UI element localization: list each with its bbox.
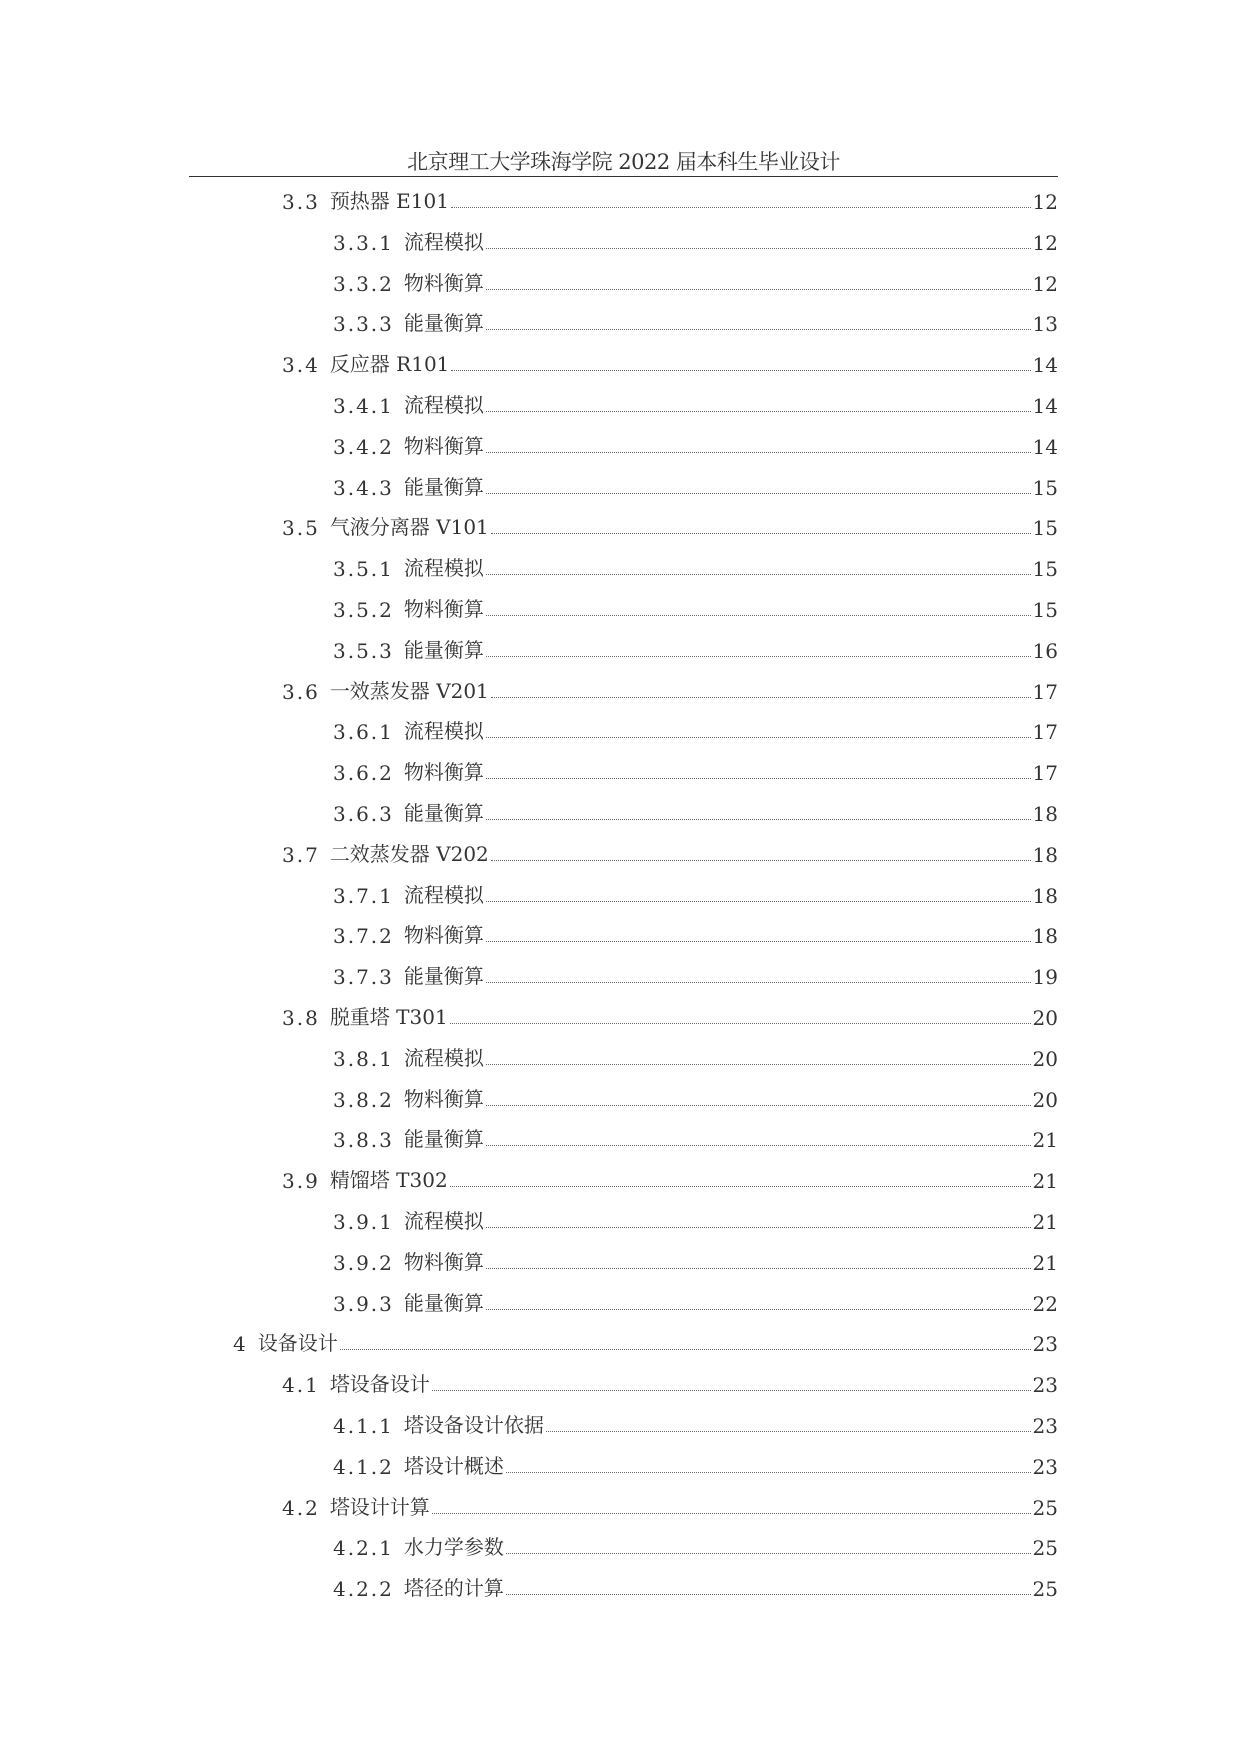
toc-entry-number: 3.9 xyxy=(282,1169,320,1194)
toc-entry-page: 18 xyxy=(1032,802,1058,826)
toc-leader-dots xyxy=(486,329,1031,330)
toc-entry[interactable] xyxy=(333,1530,1058,1560)
toc-entry[interactable] xyxy=(282,1367,1058,1397)
toc-entry-title: 设备设计 xyxy=(257,1331,338,1356)
toc-entry[interactable] xyxy=(333,796,1058,826)
toc-entry-title: 脱重塔 T301 xyxy=(329,1005,448,1029)
toc-entry-number: 3.5 xyxy=(282,516,320,541)
toc-entry-title: 流程模拟 xyxy=(403,393,484,417)
toc-entry-page: 12 xyxy=(1032,271,1058,296)
toc-leader-dots xyxy=(491,697,1031,698)
toc-entry-number: 3.4.3 xyxy=(333,475,394,500)
toc-leader-dots xyxy=(432,1390,1031,1391)
toc-entry-page: 15 xyxy=(1032,475,1058,500)
toc-entry-number: 4.1.2 xyxy=(333,1454,394,1479)
toc-leader-dots xyxy=(450,1186,1031,1187)
toc-leader-dots xyxy=(486,452,1031,453)
toc-entry-title: 二效蒸发器 V202 xyxy=(329,841,489,866)
toc-leader-dots xyxy=(486,1268,1031,1269)
toc-entry-number: 4.2.2 xyxy=(333,1577,394,1602)
toc-entry[interactable] xyxy=(333,633,1058,663)
toc-leader-dots xyxy=(486,1105,1031,1106)
toc-entry-title: 塔设计概述 xyxy=(403,1453,504,1478)
toc-entry-page: 20 xyxy=(1032,1046,1058,1071)
toc-entry[interactable] xyxy=(333,1245,1058,1275)
toc-entry[interactable] xyxy=(333,592,1058,622)
toc-entry-number: 4.1 xyxy=(282,1373,320,1398)
toc-entry-title: 流程模拟 xyxy=(403,882,484,907)
toc-entry-title: 水力学参数 xyxy=(403,1535,504,1560)
toc-entry-page: 14 xyxy=(1032,394,1058,418)
toc-entry[interactable] xyxy=(282,1000,1058,1030)
toc-entry-page: 17 xyxy=(1032,679,1058,704)
toc-entry-title: 能量衡算 xyxy=(403,801,484,825)
toc-entry-page: 18 xyxy=(1032,842,1058,867)
toc-entry-page: 21 xyxy=(1032,1169,1058,1194)
toc-entry-number: 3.5.1 xyxy=(333,557,394,582)
toc-entry-title: 一效蒸发器 V201 xyxy=(329,678,489,703)
toc-entry-number: 3.9.3 xyxy=(333,1291,394,1316)
toc-leader-dots xyxy=(450,1023,1031,1024)
toc-entry-page: 21 xyxy=(1032,1210,1058,1234)
toc-entry-page: 14 xyxy=(1032,434,1058,459)
toc-entry-title: 物料衡算 xyxy=(403,1086,484,1111)
toc-entry-page: 20 xyxy=(1032,1087,1058,1112)
page-header: 北京理工大学珠海学院 2022 届本科生毕业设计 xyxy=(407,150,840,174)
toc-entry-title: 物料衡算 xyxy=(403,597,484,621)
toc-entry-title: 塔设计计算 xyxy=(329,1494,430,1519)
toc-leader-dots xyxy=(486,1227,1031,1228)
toc-entry[interactable] xyxy=(282,1490,1058,1520)
toc-entry[interactable] xyxy=(333,1204,1058,1234)
toc-entry-number: 3.6.2 xyxy=(333,761,394,786)
toc-entry-title: 气液分离器 V101 xyxy=(329,515,489,540)
toc-entry-title: 能量衡算 xyxy=(403,1127,484,1152)
toc-entry-page: 25 xyxy=(1032,1495,1058,1520)
toc-leader-dots xyxy=(486,941,1031,942)
toc-entry-title: 能量衡算 xyxy=(403,1290,484,1315)
toc-entry-number: 3.4.2 xyxy=(333,434,394,459)
toc-entry[interactable] xyxy=(333,266,1058,296)
toc-entry[interactable] xyxy=(333,1082,1058,1112)
toc-entry-page: 23 xyxy=(1032,1332,1058,1357)
toc-entry[interactable] xyxy=(333,470,1058,500)
toc-entry[interactable] xyxy=(333,306,1058,336)
toc-entry-number: 3.8.2 xyxy=(333,1087,394,1112)
toc-entry[interactable] xyxy=(282,674,1058,704)
toc-entry-number: 3.4 xyxy=(282,353,320,378)
toc-leader-dots xyxy=(491,860,1031,861)
toc-entry[interactable] xyxy=(333,918,1058,948)
toc-entry-page: 25 xyxy=(1032,1536,1058,1561)
toc-entry-title: 物料衡算 xyxy=(403,1249,484,1274)
toc-entry[interactable] xyxy=(333,225,1058,255)
toc-entry[interactable] xyxy=(333,1408,1058,1438)
header-rule xyxy=(189,176,1058,177)
toc-leader-dots xyxy=(506,1594,1031,1595)
toc-entry-title: 流程模拟 xyxy=(403,229,484,254)
toc-entry-number: 3.3.2 xyxy=(333,271,394,296)
toc-leader-dots xyxy=(486,982,1031,983)
toc-entry[interactable] xyxy=(333,1122,1058,1152)
toc-entry-page: 15 xyxy=(1032,516,1058,541)
toc-leader-dots xyxy=(486,737,1031,738)
toc-entry-number: 4.1.1 xyxy=(333,1414,394,1438)
toc-entry-title: 精馏塔 T302 xyxy=(329,1168,448,1193)
toc-leader-dots xyxy=(486,289,1031,290)
toc-entry[interactable] xyxy=(333,1041,1058,1071)
toc-entry-number: 4.2 xyxy=(282,1495,320,1520)
toc-entry-number: 3.8 xyxy=(282,1006,320,1030)
toc-entry-page: 21 xyxy=(1032,1128,1058,1153)
toc-leader-dots xyxy=(486,248,1031,249)
toc-entry[interactable] xyxy=(282,510,1058,540)
toc-entry-page: 21 xyxy=(1032,1250,1058,1275)
toc-leader-dots xyxy=(486,493,1031,494)
toc-entry-page: 13 xyxy=(1032,312,1058,337)
toc-leader-dots xyxy=(340,1349,1031,1350)
toc-entry[interactable] xyxy=(282,837,1058,867)
toc-leader-dots xyxy=(486,778,1031,779)
toc-entry-number: 3.6.1 xyxy=(333,720,394,745)
toc-entry-page: 23 xyxy=(1032,1454,1058,1479)
toc-entry-number: 3.3.1 xyxy=(333,230,394,255)
toc-entry-page: 16 xyxy=(1032,638,1058,663)
toc-entry[interactable] xyxy=(333,959,1058,989)
toc-leader-dots xyxy=(486,1145,1031,1146)
toc-leader-dots xyxy=(486,1064,1031,1065)
toc-entry[interactable] xyxy=(333,429,1058,459)
toc-entry-title: 能量衡算 xyxy=(403,637,484,662)
toc-entry-title: 物料衡算 xyxy=(403,760,484,785)
toc-entry[interactable] xyxy=(333,1286,1058,1316)
toc-entry-number: 3.3.3 xyxy=(333,312,394,337)
toc-entry[interactable] xyxy=(282,347,1058,377)
toc-entry-page: 15 xyxy=(1032,557,1058,582)
toc-entry[interactable] xyxy=(233,1326,1058,1356)
toc-entry-number: 3.6.3 xyxy=(333,802,394,826)
toc-leader-dots xyxy=(506,1553,1031,1554)
toc-entry-title: 物料衡算 xyxy=(403,270,484,295)
toc-entry-page: 25 xyxy=(1032,1577,1058,1602)
toc-entry-page: 12 xyxy=(1032,190,1058,214)
toc-entry-page: 17 xyxy=(1032,761,1058,786)
toc-entry[interactable] xyxy=(333,551,1058,581)
toc-entry-title: 流程模拟 xyxy=(403,1209,484,1233)
toc-entry-page: 23 xyxy=(1032,1373,1058,1398)
toc-entry-number: 3.7.2 xyxy=(333,924,394,949)
toc-leader-dots xyxy=(451,370,1030,371)
toc-leader-dots xyxy=(486,574,1031,575)
toc-entry-title: 能量衡算 xyxy=(403,311,484,336)
toc-leader-dots xyxy=(491,533,1031,534)
toc-entry-title: 流程模拟 xyxy=(403,719,484,744)
toc-leader-dots xyxy=(451,207,1031,208)
toc-leader-dots xyxy=(486,411,1031,412)
toc-entry-page: 14 xyxy=(1032,353,1058,378)
toc-entry-page: 12 xyxy=(1032,230,1058,255)
toc-entry-number: 3.9.2 xyxy=(333,1250,394,1275)
toc-entry-title: 能量衡算 xyxy=(403,474,484,499)
toc-entry-page: 22 xyxy=(1032,1291,1058,1316)
toc-entry-title: 塔设备设计 xyxy=(329,1372,430,1397)
toc-entry-number: 3.4.1 xyxy=(333,394,394,418)
toc-leader-dots xyxy=(486,819,1031,820)
toc-entry[interactable] xyxy=(333,1449,1058,1479)
toc-entry-page: 19 xyxy=(1032,965,1058,990)
toc-entry-number: 3.5.2 xyxy=(333,598,394,622)
toc-entry[interactable] xyxy=(282,1163,1058,1193)
toc-entry-number: 3.6 xyxy=(282,679,320,704)
toc-entry[interactable] xyxy=(333,878,1058,908)
toc-entry-number: 3.5.3 xyxy=(333,638,394,663)
toc-entry-title: 物料衡算 xyxy=(403,433,484,458)
toc-entry-page: 15 xyxy=(1032,598,1058,622)
toc-entry-number: 3.7 xyxy=(282,842,320,867)
toc-entry-number: 4 xyxy=(233,1332,248,1357)
toc-entry-page: 18 xyxy=(1032,883,1058,908)
toc-entry-number: 3.8.1 xyxy=(333,1046,394,1071)
toc-leader-dots xyxy=(506,1472,1031,1473)
toc-entry-page: 23 xyxy=(1032,1414,1058,1438)
toc-entry-title: 塔设备设计依据 xyxy=(403,1413,544,1437)
toc-entry-title: 能量衡算 xyxy=(403,964,484,989)
toc-entry[interactable] xyxy=(333,388,1058,418)
toc-entry-page: 20 xyxy=(1032,1006,1058,1030)
toc-entry[interactable] xyxy=(333,755,1058,785)
toc-leader-dots xyxy=(486,1309,1031,1310)
toc-entry-title: 流程模拟 xyxy=(403,1045,484,1070)
toc-leader-dots xyxy=(546,1431,1031,1432)
toc-entry[interactable] xyxy=(333,1571,1058,1601)
toc-entry-number: 3.7.1 xyxy=(333,883,394,908)
toc-entry-number: 3.3 xyxy=(282,190,320,214)
toc-leader-dots xyxy=(486,656,1031,657)
toc-entry-number: 4.2.1 xyxy=(333,1536,394,1561)
toc-entry-title: 预热器 E101 xyxy=(329,189,449,213)
toc-leader-dots xyxy=(486,615,1031,616)
toc-entry-title: 物料衡算 xyxy=(403,923,484,948)
toc-entry-number: 3.7.3 xyxy=(333,965,394,990)
toc-entry-title: 塔径的计算 xyxy=(403,1576,504,1601)
toc-leader-dots xyxy=(432,1513,1031,1514)
toc-entry-title: 反应器 R101 xyxy=(329,352,450,377)
toc-entry-title: 流程模拟 xyxy=(403,556,484,581)
toc-entry-number: 3.8.3 xyxy=(333,1128,394,1153)
toc-entry[interactable] xyxy=(282,184,1058,214)
toc-entry-number: 3.9.1 xyxy=(333,1210,394,1234)
toc-entry[interactable] xyxy=(333,714,1058,744)
toc-entry-page: 17 xyxy=(1032,720,1058,745)
toc-entry-page: 18 xyxy=(1032,924,1058,949)
toc-leader-dots xyxy=(486,901,1031,902)
